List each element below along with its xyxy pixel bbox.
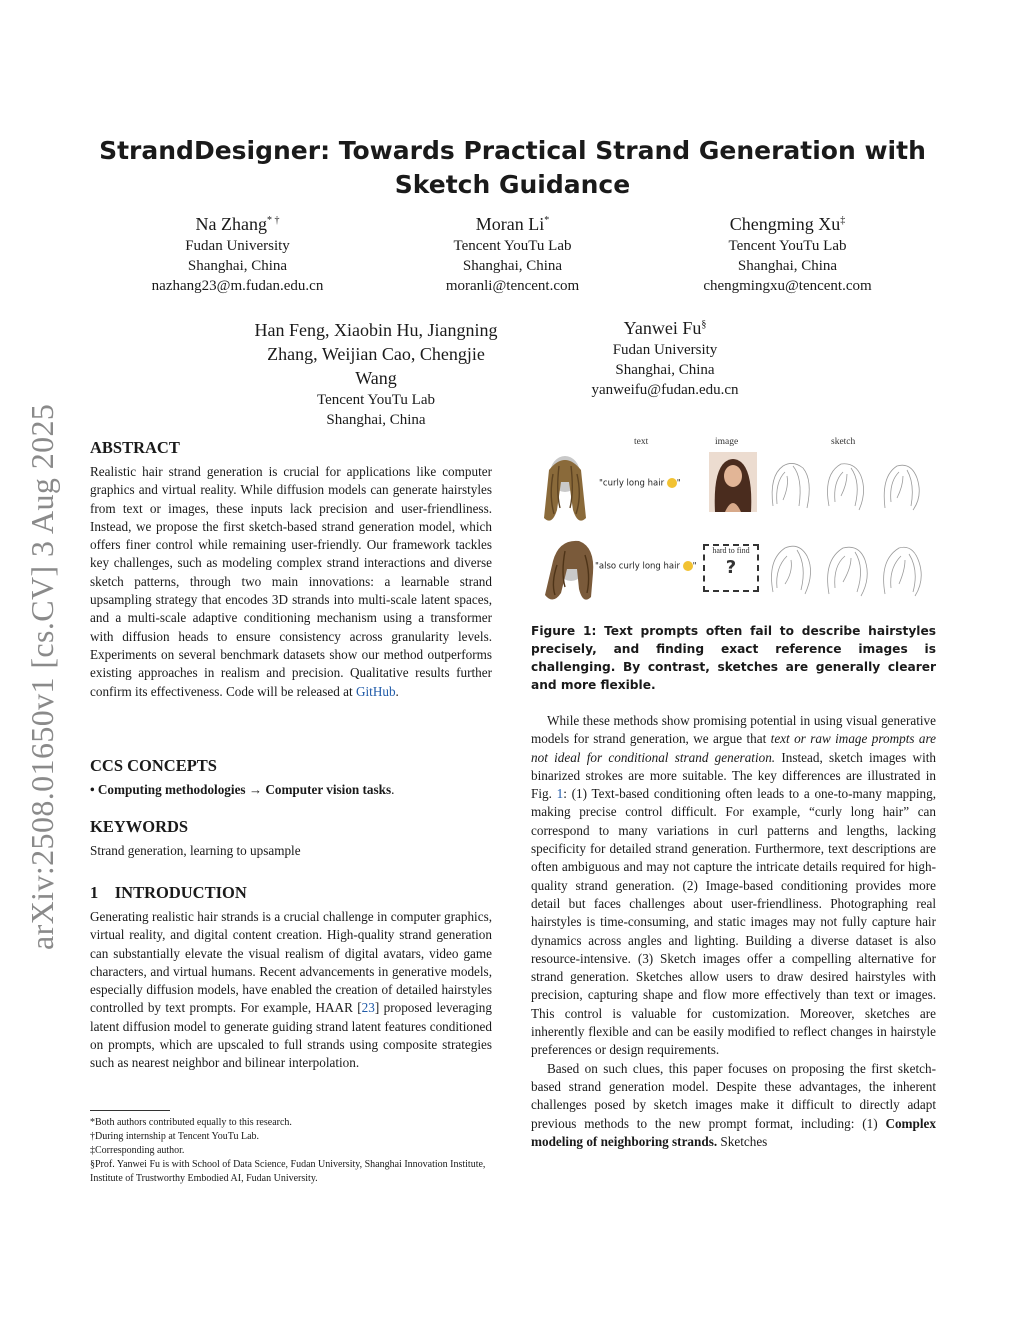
fig-label-text: text <box>634 437 649 447</box>
author-marks: ‡ <box>840 215 846 226</box>
footnote-3: ‡Corresponding author. <box>90 1145 185 1156</box>
author-affiliation: Fudan University <box>185 238 290 254</box>
para1-italic: text or raw image prompts are not ideal for conditional strand generation. <box>531 731 936 765</box>
hard-to-find-label: hard to find <box>712 546 750 555</box>
author-name: Yanwei Fu <box>623 318 702 338</box>
sketches-row-2 <box>763 538 933 600</box>
prompt-1-text: "curly long hair <box>599 478 665 489</box>
para1-a: While these methods show promising potential in using visual generative models for strand generation, we argue that <box>531 713 936 747</box>
figure-ref-link[interactable]: 1 <box>556 786 564 802</box>
author-location: Shanghai, China <box>737 258 838 274</box>
author-location: Shanghai, China <box>615 362 715 378</box>
author-name: Na Zhang <box>195 214 267 234</box>
smile-emoji-icon <box>667 478 677 488</box>
hard-to-find-box <box>703 544 759 592</box>
author-email: yanweifu@fudan.edu.cn <box>591 382 739 398</box>
author-marks: § <box>701 319 707 330</box>
prompt-2 <box>595 561 697 572</box>
keywords-text: Strand generation, learning to upsample <box>90 843 301 858</box>
author-affiliation: Tencent YouTu Lab <box>453 238 572 254</box>
intro-heading <box>90 883 247 903</box>
para2-bold: Complex modeling of neighboring strands. <box>531 1115 936 1149</box>
author-location: Shanghai, China <box>187 258 288 274</box>
author-marks: * <box>544 215 550 226</box>
section-number: 1 <box>90 883 99 902</box>
author-block-1 <box>120 212 355 296</box>
figure-1-caption: Figure 1: Text prompts often fail to describe hairstyles precisely, and finding exact reference images is challenging. By contrast, sketches are generally clearer and more flexible. <box>531 624 936 692</box>
para1-b: Instead, sketch images with binarized strokes are more suitable. The key differences are illustrated in Fig. <box>531 749 936 802</box>
author-name: Han Feng, Xiaobin Hu, Jiangning Zhang, Weijian Cao, Chengjie Wang <box>254 320 498 388</box>
rendered-hair-2 <box>539 535 597 605</box>
ccs-item: • Computing methodologies → Computer vision tasks. <box>90 782 395 797</box>
author-marks: * † <box>266 215 280 226</box>
author-affiliation: Tencent YouTu Lab <box>728 238 847 254</box>
abstract-body: Realistic hair strand generation is crucial for applications like computer graphics and virtual reality. While diffusion models can generate hairstyles from text or images, these inputs lack precision and user-friendliness. Instead, we propose the first sketch-based strand generation model, which offers finer control while remaining user-friendly. Our framework tackles key challenges, such as modeling complex strand interactions and diverse sketch patterns, through two main innovations: a learnable strand upsampling strategy that encodes 3D strands into multi-scale latent spaces, and a multi-scale adaptive conditioning mechanism using a transformer with diffusion heads to ensure consistency across granularity levels. Experiments on several benchmark datasets show our method outperforms existing approaches in realism and precision. Qualitative results further confirm its effectiveness. Code will be released at <box>90 464 492 699</box>
ccs-item-text: • Computing methodologies → Computer vision tasks <box>90 782 392 797</box>
right-column-text <box>531 712 936 1151</box>
footnote-rule <box>90 1110 170 1111</box>
citation-link[interactable]: 23 <box>361 1000 375 1016</box>
keywords-heading: KEYWORDS <box>90 817 189 836</box>
author-block-4 <box>245 318 507 430</box>
author-email: moranli@tencent.com <box>445 278 580 294</box>
fig-label-image: image <box>715 437 739 447</box>
para2-a: Based on such clues, this paper focuses on proposing the first sketch-based strand generation model. Despite these advantages, the inherent challenges posed by sketch images make it difficult to directly adapt previous methods to the new prompt format, including: (1) <box>531 1060 936 1131</box>
author-location: Shanghai, China <box>462 258 563 274</box>
footnote-2: †During internship at Tencent YouTu Lab. <box>90 1131 260 1142</box>
rendered-hair-1 <box>539 452 591 530</box>
para1-c: : (1) Text-based conditioning often leads to a one-to-many mapping, making precise control difficult. For example, “curly long hair” can correspond to many variations in curl patterns and lengths, lacking specificity for detailed strand generation. Furthermore, text descriptions are often ambiguous and may not capture the intricate details required for high-quality strand generation. (2) Image-based conditioning provides more detail but faces challenges about user-friendliness. Photographing real hairstyles is time-consuming, and static images may not fully capture hair dynamics across angles and lighting. Building a diverse dataset is also resource-intensive. (3) Sketch images offer a compelling alternative for strand generation. Sketches allow users to draw desired hairstyles with precision, capturing shape and flow more effectively than text or images. This control is valuable for customization. Moreover, sketches are inherently flexible and can be easily modified to reflect changes in hairstyle preferences or design requirements. <box>531 786 937 1058</box>
paper-title: StrandDesigner: Towards Practical Strand Generation with Sketch Guidance <box>99 136 926 199</box>
ccs-heading: CCS CONCEPTS <box>90 756 217 775</box>
paragraph-1 <box>531 712 936 1060</box>
author-name: Chengming Xu <box>729 214 841 234</box>
reference-photo <box>709 452 757 512</box>
intro-body-a: Generating realistic hair strands is a crucial challenge in computer graphics, virtual reality, and digital content creation. High-quality strand generation can substantially elevate the visual realism of digital avatars, video game characters, and virtual humans. Recent advancements in generative models, especially diffusion models, have enabled the creation of detailed hairstyles controlled by text prompts. For example, HAAR [ <box>90 909 492 1016</box>
prompt-1-quote: " <box>676 478 681 489</box>
prompt-1 <box>599 478 681 489</box>
arxiv-identifier: arXiv:2508.01650v1 [cs.CV] 3 Aug 2025 <box>24 403 60 950</box>
abstract-heading: ABSTRACT <box>90 438 180 457</box>
author-email: nazhang23@m.fudan.edu.cn <box>151 278 324 294</box>
author-location: Shanghai, China <box>326 412 426 428</box>
para2-b: Sketches <box>717 1133 768 1149</box>
section-title: INTRODUCTION <box>114 883 247 902</box>
author-block-2 <box>395 212 630 296</box>
footnote-1: *Both authors contributed equally to this research. <box>90 1117 292 1128</box>
smile-emoji-icon <box>683 561 693 571</box>
author-affiliation: Tencent YouTu Lab <box>317 392 435 408</box>
fig-label-sketch: sketch <box>831 437 856 447</box>
question-mark-icon: ? <box>725 557 737 578</box>
sketches-row-1 <box>763 456 933 514</box>
author-block-5 <box>545 316 785 400</box>
paragraph-2 <box>531 1060 936 1151</box>
intro-body-b: ] proposed leveraging latent diffusion model to generate guiding strand latent features conditioned on prompts, which are upscaled to full strands using composite strategies such as nearest neighbor and bilinear interpolation. <box>90 1000 492 1071</box>
github-link[interactable]: GitHub <box>355 683 396 699</box>
footnote-4: §Prof. Yanwei Fu is with School of Data Science, Fudan University, Shanghai Innovation Institute, Institute of Trustworthy Embodied AI, Fudan University. <box>90 1159 486 1184</box>
prompt-2-text: "also curly long hair <box>595 561 680 572</box>
author-email: chengmingxu@tencent.com <box>703 278 872 294</box>
abstract-text: Realistic hair strand generation is crucial for applications like computer graphics and virtual reality. While diffusion models can generate hairstyles from text or images, these inputs lack precision and user-friendliness. Instead, we propose the first sketch-based strand generation model, which offers finer control while remaining user-friendly. Our framework tackles key challenges, such as modeling complex strand interactions and diverse sketch patterns, through two main innovations: a learnable strand upsampling strategy that encodes 3D strands into multi-scale latent spaces, and a multi-scale adaptive conditioning mechanism using a transformer with diffusion heads to ensure consistency across granularity levels. Experiments on several benchmark datasets show our method outperforms existing approaches in realism and precision. Qualitative results further confirm its effectiveness. Code will be released at GitHub. <box>90 464 492 699</box>
prompt-2-quote: " <box>692 561 697 572</box>
author-block-3 <box>665 212 910 296</box>
figure-1 <box>531 430 936 610</box>
author-name: Moran Li <box>475 214 545 234</box>
author-affiliation: Fudan University <box>612 342 718 358</box>
intro-text <box>90 908 492 1073</box>
